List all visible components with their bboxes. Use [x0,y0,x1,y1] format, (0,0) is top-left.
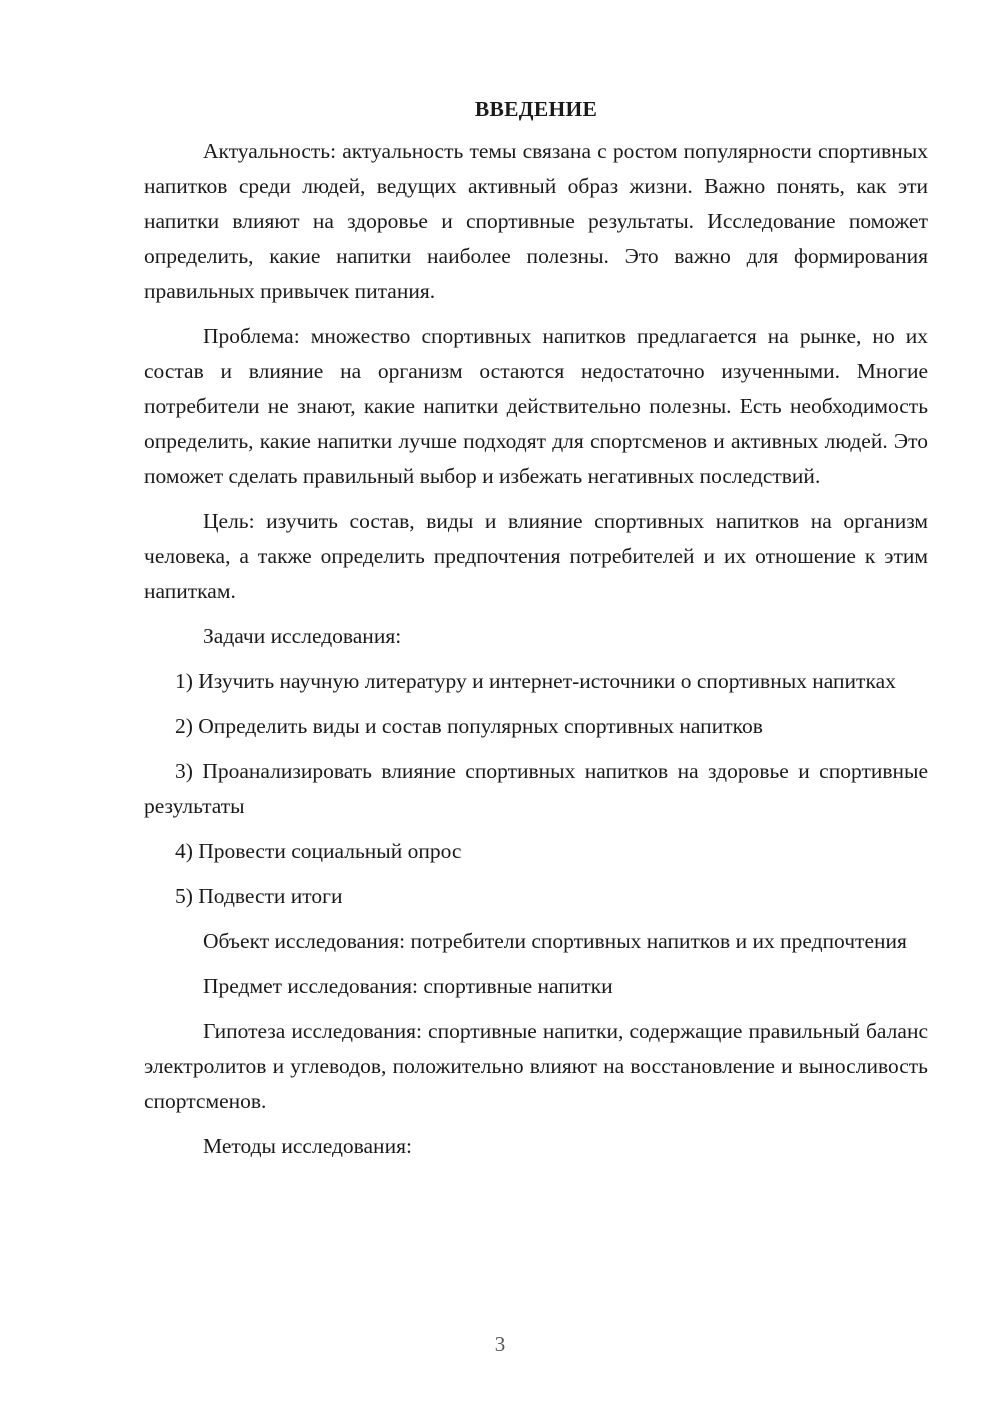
tasks-heading: Задачи исследования: [203,624,402,648]
subject-paragraph: Предмет исследования: спортивные напитки [203,974,613,998]
page-number: 3 [494,1332,506,1356]
object-paragraph: Объект исследования: потребители спортивных напитков и их предпочтения [203,929,907,953]
task-item-4: 4) Провести социальный опрос [175,839,462,863]
relevance-paragraph: Актуальность: актуальность темы связана с ростом популярности спортивных напитков среди людей, ведущих активный образ жизни. Важно понять, как эти напитки влияют на здоровье и спортивные результаты. Исследование поможет определить, какие напитки наиболее полезны. Это важно для формирования правильных привычек питания. [144,139,928,303]
goal-paragraph: Цель: изучить состав, виды и влияние спортивных напитков на организм человека, а также определить предпочтения потребителей и их отношение к этим напиткам. [144,509,928,603]
hypothesis-paragraph: Гипотеза исследования: спортивные напитки, содержащие правильный баланс электролитов и углеводов, положительно влияют на восстановление и выносливость спортсменов. [144,1019,928,1113]
methods-paragraph: Методы исследования: [203,1134,412,1158]
page-title: ВВЕДЕНИЕ [474,97,598,121]
document-page [144,92,928,1174]
task-item-5: 5) Подвести итоги [175,884,343,908]
task-item-1: 1) Изучить научную литературу и интернет-источники о спортивных напитках [175,669,896,693]
problem-paragraph: Проблема: множество спортивных напитков предлагается на рынке, но их состав и влияние на организм остаются недостаточно изученными. Многие потребители не знают, какие напитки действительно полезны. Есть необходимость определить, какие напитки лучше подходят для спортсменов и активных людей. Это поможет сделать правильный выбор и избежать негативных последствий. [144,324,928,488]
task-item-3: 3) Проанализировать влияние спортивных напитков на здоровье и спортивные результаты [144,759,928,818]
task-item-2: 2) Определить виды и состав популярных спортивных напитков [175,714,763,738]
